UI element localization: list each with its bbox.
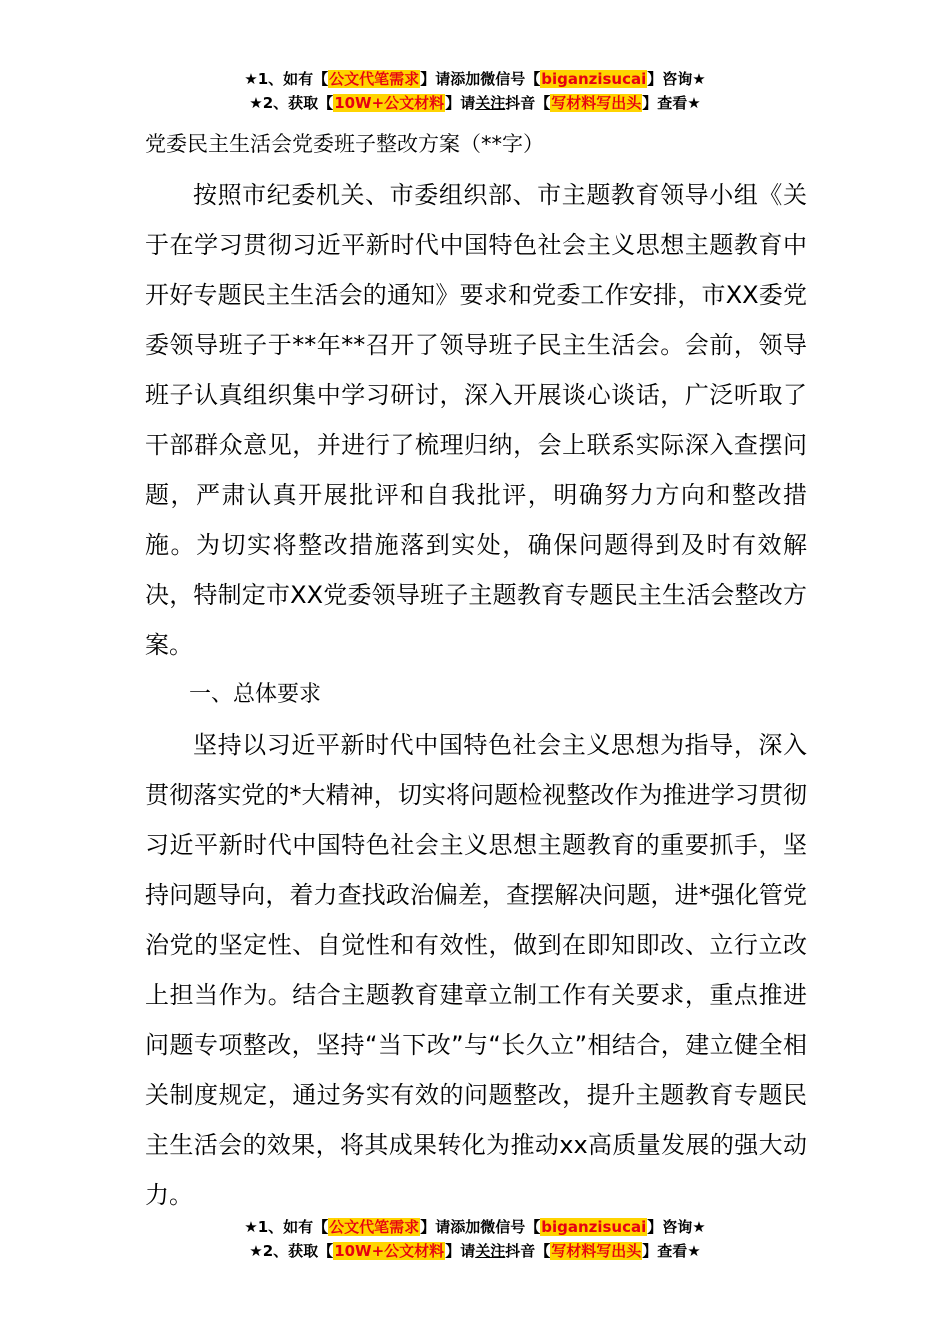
highlight-douyin-account: 写材料写出头 xyxy=(551,1242,642,1260)
highlight-materials: 10W+公文材料 xyxy=(334,94,445,112)
promo-line-2: ★2、获取【10W+公文材料】请关注抖音【写材料写出头】查看★ xyxy=(249,94,701,112)
highlight-douyin-account: 写材料写出头 xyxy=(551,94,642,112)
document-body xyxy=(145,170,807,1220)
promo-line-2: ★2、获取【10W+公文材料】请关注抖音【写材料写出头】查看★ xyxy=(249,1242,701,1260)
promo-line-1: ★1、如有【公文代笔需求】请添加微信号【biganzisucai】咨询★ xyxy=(244,70,706,88)
document-title: 党委民主生活会党委班子整改方案（**字） xyxy=(145,132,544,156)
promo-line-1: ★1、如有【公文代笔需求】请添加微信号【biganzisucai】咨询★ xyxy=(244,1218,706,1236)
paragraph-general-requirements: 坚持以习近平新时代中国特色社会主义思想为指导，深入贯彻落实党的*大精神，切实将问题检视整改作为推进学习贯彻习近平新时代中国特色社会主义思想主题教育的重要抓手，坚持问题导向，着力查找政治偏差，查摆解决问题，进*强化管党治党的坚定性、自觉性和有效性，做到在即知即改、立行立改上担当作为。结合主题教育建章立制工作有关要求，重点推进问题专项整改，坚持“当下改”与“长久立”相结合，建立健全相关制度规定，通过务实有效的问题整改，提升主题教育专题民主生活会的效果，将其成果转化为推动xx高质量发展的强大动力。 xyxy=(145,731,807,1209)
highlight-service: 公文代笔需求 xyxy=(329,70,420,88)
highlight-wechat-id: biganzisucai xyxy=(541,70,647,88)
promo-banner-bottom xyxy=(0,1216,950,1264)
paragraph-intro: 按照市纪委机关、市委组织部、市主题教育领导小组《关于在学习贯彻习近平新时代中国特色社会主义思想主题教育中开好专题民主生活会的通知》要求和党委工作安排，市XX委党委领导班子于**年**召开了领导班子民主生活会。会前，领导班子认真组织集中学习研讨，深入开展谈心谈话，广泛听取了干部群众意见，并进行了梳理归纳，会上联系实际深入查摆问题，严肃认真开展批评和自我批评，明确努力方向和整改措施。为切实将整改措施落到实处，确保问题得到及时有效解决，特制定市XX党委领导班子主题教育专题民主生活会整改方案。 xyxy=(145,181,807,659)
highlight-service: 公文代笔需求 xyxy=(329,1218,420,1236)
promo-banner-top xyxy=(0,68,950,116)
highlight-materials: 10W+公文材料 xyxy=(334,1242,445,1260)
highlight-wechat-id: biganzisucai xyxy=(541,1218,647,1236)
section-heading-general-requirements: 一、总体要求 xyxy=(189,682,322,707)
